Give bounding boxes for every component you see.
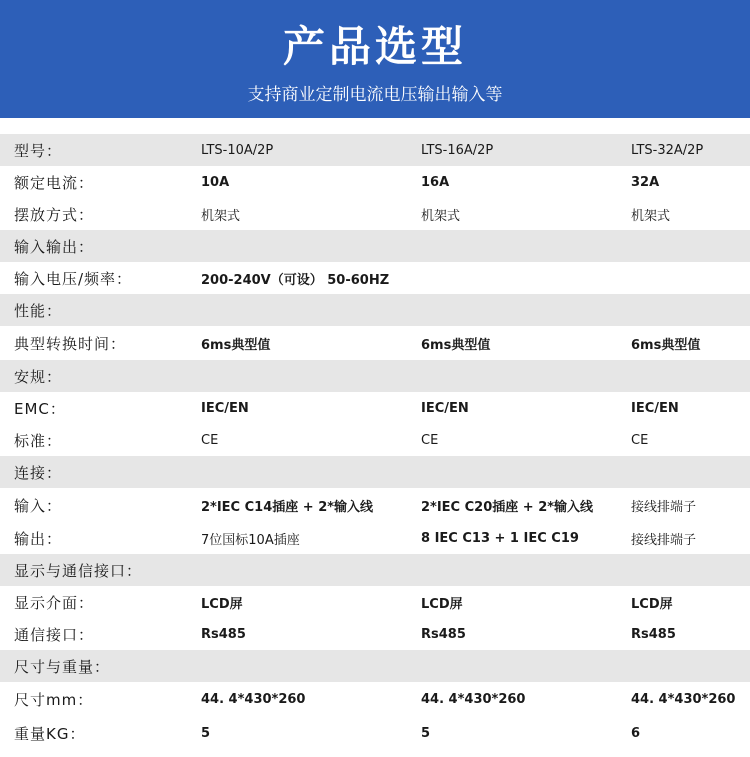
section-header-row [0, 650, 750, 682]
row-label: 输出： [14, 529, 63, 548]
cell-value: LTS-16A/2P [421, 142, 494, 158]
cell-value: CE [201, 432, 219, 448]
table-row [0, 522, 750, 554]
table-row [0, 166, 750, 198]
cell-value: 6ms典型值 [631, 337, 701, 353]
page-subtitle: 支持商业定制电流电压输出输入等 [247, 85, 503, 105]
page-title: 产品选型 [282, 22, 467, 71]
cell-value: 机架式 [421, 208, 461, 224]
cell-value: 10A [201, 174, 230, 190]
table-row [0, 586, 750, 618]
cell-value: 接线排端子 [631, 532, 697, 548]
table-row [0, 424, 750, 456]
section-header-row [0, 134, 750, 166]
spec-table [0, 134, 750, 750]
cell-value: LTS-10A/2P [201, 142, 274, 158]
cell-value: 8 IEC C13 + 1 IEC C19 [421, 530, 579, 546]
section-header-row [0, 230, 750, 262]
section-title: 显示与通信接口： [14, 561, 143, 580]
row-label: 重量KG： [14, 724, 86, 743]
section-header-row [0, 554, 750, 586]
cell-value: 200-240V（可设） 50-60HZ [201, 272, 390, 288]
cell-value: 接线排端子 [631, 499, 697, 515]
cell-value: 6ms典型值 [201, 337, 271, 353]
cell-value: CE [421, 432, 439, 448]
cell-value: 2*IEC C20插座 + 2*输入线 [421, 499, 594, 515]
table-row [0, 392, 750, 424]
table-row [0, 618, 750, 650]
row-label: 通信接口： [14, 625, 95, 644]
table-row [0, 488, 750, 522]
section-header-row [0, 294, 750, 326]
cell-value: 6ms典型值 [421, 337, 491, 353]
header-banner [0, 0, 750, 118]
table-row [0, 198, 750, 230]
cell-value: 机架式 [631, 208, 671, 224]
row-label: 输入： [14, 496, 63, 515]
section-title: 安规： [14, 367, 63, 386]
cell-value: LCD屏 [631, 596, 673, 612]
row-label: 额定电流： [14, 173, 95, 192]
section-title: 输入输出： [14, 237, 95, 256]
row-label: 尺寸mm： [14, 690, 94, 709]
table-row [0, 682, 750, 716]
section-title: 连接： [14, 463, 63, 482]
cell-value: 44. 4*430*260 [421, 691, 526, 707]
cell-value: 44. 4*430*260 [201, 691, 306, 707]
cell-value: IEC/EN [201, 400, 249, 416]
section-title: 型号： [14, 141, 63, 160]
cell-value: LCD屏 [201, 596, 243, 612]
cell-value: LCD屏 [421, 596, 463, 612]
section-title: 尺寸与重量： [14, 657, 111, 676]
section-title: 性能： [14, 301, 63, 320]
cell-value: Rs485 [631, 626, 676, 642]
cell-value: 机架式 [201, 208, 241, 224]
row-label: 摆放方式： [14, 205, 95, 224]
table-row [0, 716, 750, 750]
cell-value: 6 [631, 725, 641, 741]
table-row [0, 326, 750, 360]
table-row [0, 262, 750, 294]
row-label: 标准： [14, 431, 63, 450]
cell-value: IEC/EN [631, 400, 679, 416]
cell-value: 32A [631, 174, 660, 190]
cell-value: Rs485 [201, 626, 246, 642]
cell-value: Rs485 [421, 626, 466, 642]
section-header-row [0, 360, 750, 392]
cell-value: 5 [201, 725, 211, 741]
cell-value: 5 [421, 725, 431, 741]
row-label: 典型转换时间： [14, 334, 127, 353]
cell-value: 16A [421, 174, 450, 190]
cell-value: CE [631, 432, 649, 448]
section-header-row [0, 456, 750, 488]
cell-value: 44. 4*430*260 [631, 691, 736, 707]
cell-value: LTS-32A/2P [631, 142, 704, 158]
cell-value: 2*IEC C14插座 + 2*输入线 [201, 499, 374, 515]
cell-value: IEC/EN [421, 400, 469, 416]
row-label: 输入电压/频率： [14, 269, 133, 288]
row-label: 显示介面： [14, 593, 95, 612]
cell-value: 7位国标10A插座 [201, 532, 300, 548]
row-label: EMC： [14, 399, 66, 418]
